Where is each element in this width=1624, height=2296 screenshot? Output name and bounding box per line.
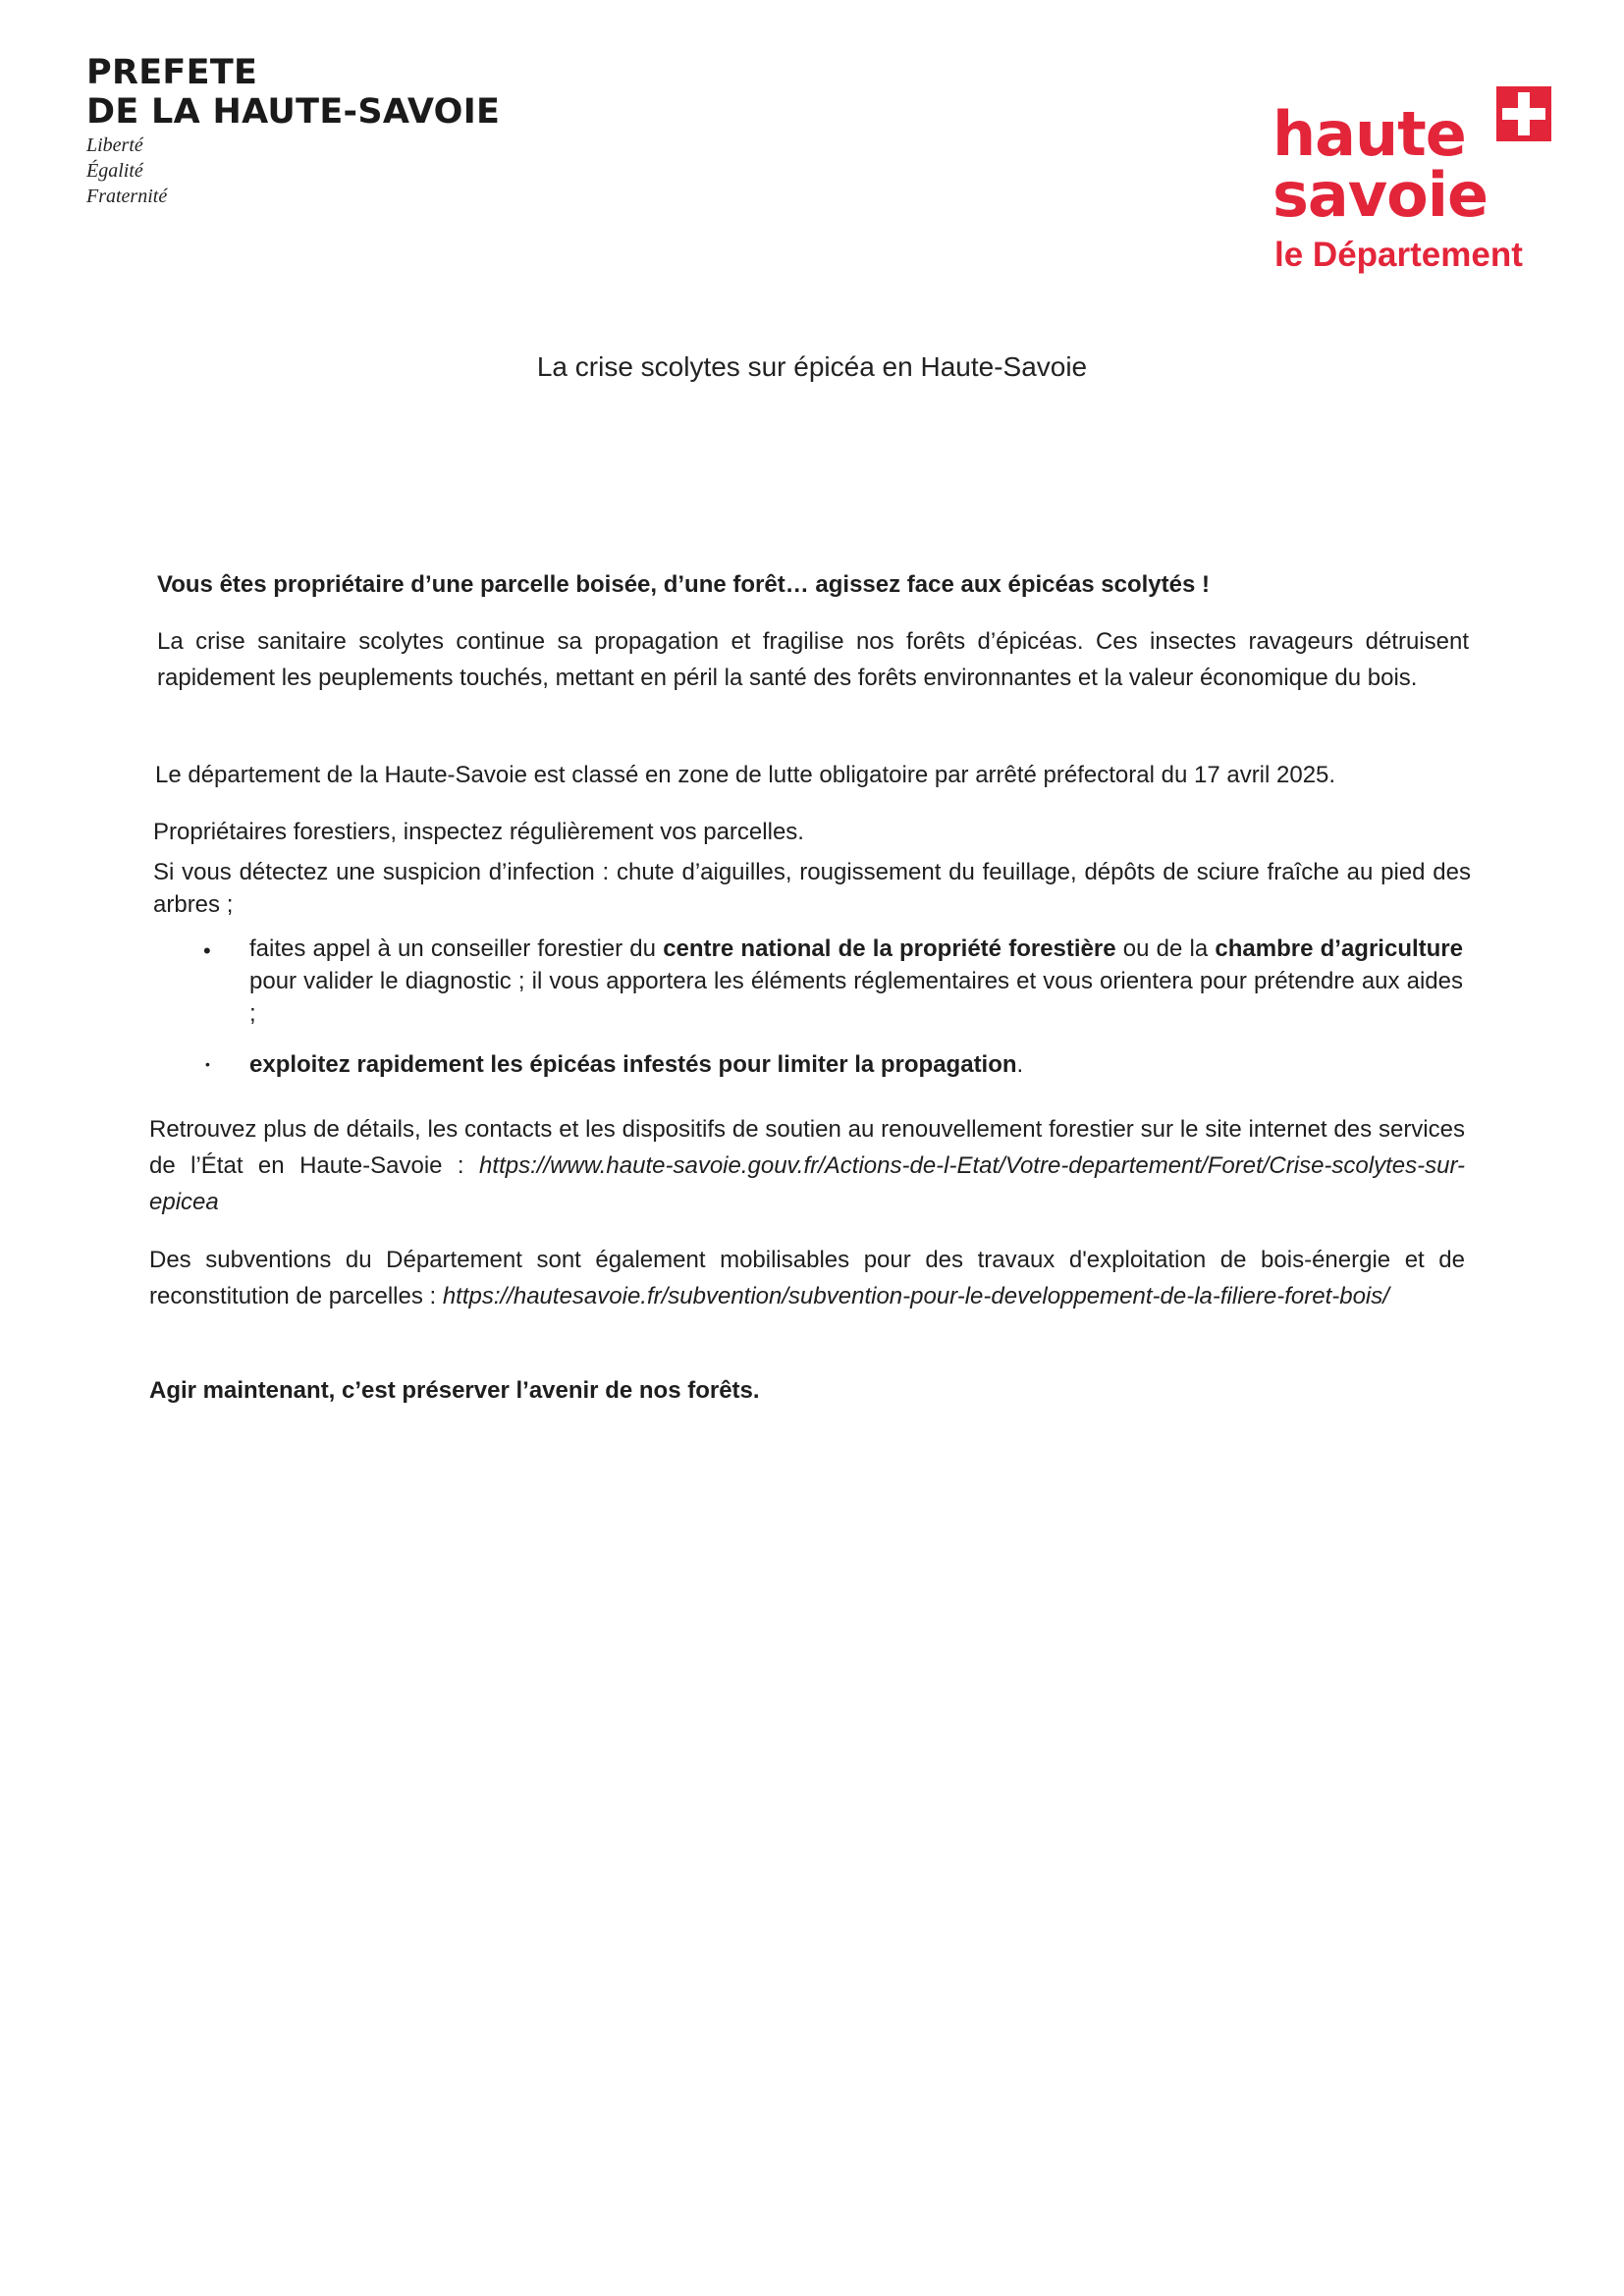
devise-liberte: Liberté (86, 134, 143, 156)
cnpf-name: centre national de la propriété forestière (663, 935, 1116, 962)
bullet-marker: • (203, 938, 211, 963)
bullet-exploit (249, 1046, 1463, 1083)
logo-word-haute: haute (1272, 98, 1466, 170)
intro-heading: Vous êtes propriétaire d’une parcelle boisée, d’une forêt… agissez face aux épicéas scolytés ! (157, 571, 1210, 598)
subsidies-text: Des subventions du Département sont également mobilisables pour des travaux d'exploitation de bois-énergie et de reconstitution de parcelles : (149, 1247, 1465, 1309)
paragraph-state-website (149, 1111, 1465, 1220)
prefecture-block (86, 53, 500, 208)
paragraph-detection: Si vous détectez une suspicion d’infection : chute d’aiguilles, rougissement du feuillage, dépôts de sciure fraîche au pied des arbres ; (153, 859, 1471, 918)
devise-fraternite: Fraternité (86, 186, 168, 207)
savoie-cross-icon (1496, 86, 1551, 141)
document-title: La crise scolytes sur épicéa en Haute-Savoie (536, 351, 1088, 382)
haute-savoie-logo (1272, 86, 1563, 283)
subsidies-link[interactable]: https://hautesavoie.fr/subvention/subvention-pour-le-developpement-de-la-filiere-foret-bois/ (442, 1283, 1389, 1309)
bullet-advisor-text3: pour valider le diagnostic ; il vous apportera les éléments réglementaires et vous orientera pour prétendre aux aides ; (249, 968, 1463, 1027)
devise-egalite: Égalité (86, 160, 143, 182)
bullet-exploit-end: . (1016, 1051, 1024, 1078)
prefecture-name-line1: PREFETE (86, 53, 258, 92)
bullet-advisor-text1: faites appel à un conseiller forestier du (249, 935, 664, 962)
logo-subtitle: le Département (1274, 236, 1523, 274)
paragraph-subsidies (149, 1242, 1465, 1314)
state-website-text: Retrouvez plus de détails, les contacts et les dispositifs de soutien au renouvellement forestier sur le site internet des services de l’État en Haute-Savoie : (149, 1116, 1465, 1179)
logo-word-savoie: savoie (1272, 159, 1489, 231)
bullet-marker: • (205, 1056, 210, 1072)
chamber-name: chambre d’agriculture (1215, 935, 1463, 962)
bullet-advisor (249, 933, 1463, 1030)
closing-statement: Agir maintenant, c’est préserver l’avenir de nos forêts. (149, 1377, 760, 1404)
state-website-link[interactable]: https://www.haute-savoie.gouv.fr/Actions-de-l-Etat/Votre-departement/Foret/Crise-scolytes-sur-epicea (149, 1152, 1465, 1215)
paragraph-inspect: Propriétaires forestiers, inspectez régulièrement vos parcelles. (153, 819, 804, 845)
paragraph-crisis: La crise sanitaire scolytes continue sa propagation et fragilise nos forêts d’épicéas. Ces insectes ravageurs détruisent rapidement les peuplements touchés, mettant en péril la santé des forêts environnantes et la valeur économique du bois. (157, 628, 1469, 691)
bullet-advisor-text2: ou de la (1115, 935, 1216, 962)
paragraph-decree: Le département de la Haute-Savoie est classé en zone de lutte obligatoire par arrêté préfectoral du 17 avril 2025. (155, 762, 1336, 788)
bullet-exploit-text: exploitez rapidement les épicéas infestés pour limiter la propagation (249, 1051, 1017, 1078)
prefecture-name-line2: DE LA HAUTE-SAVOIE (86, 92, 501, 132)
